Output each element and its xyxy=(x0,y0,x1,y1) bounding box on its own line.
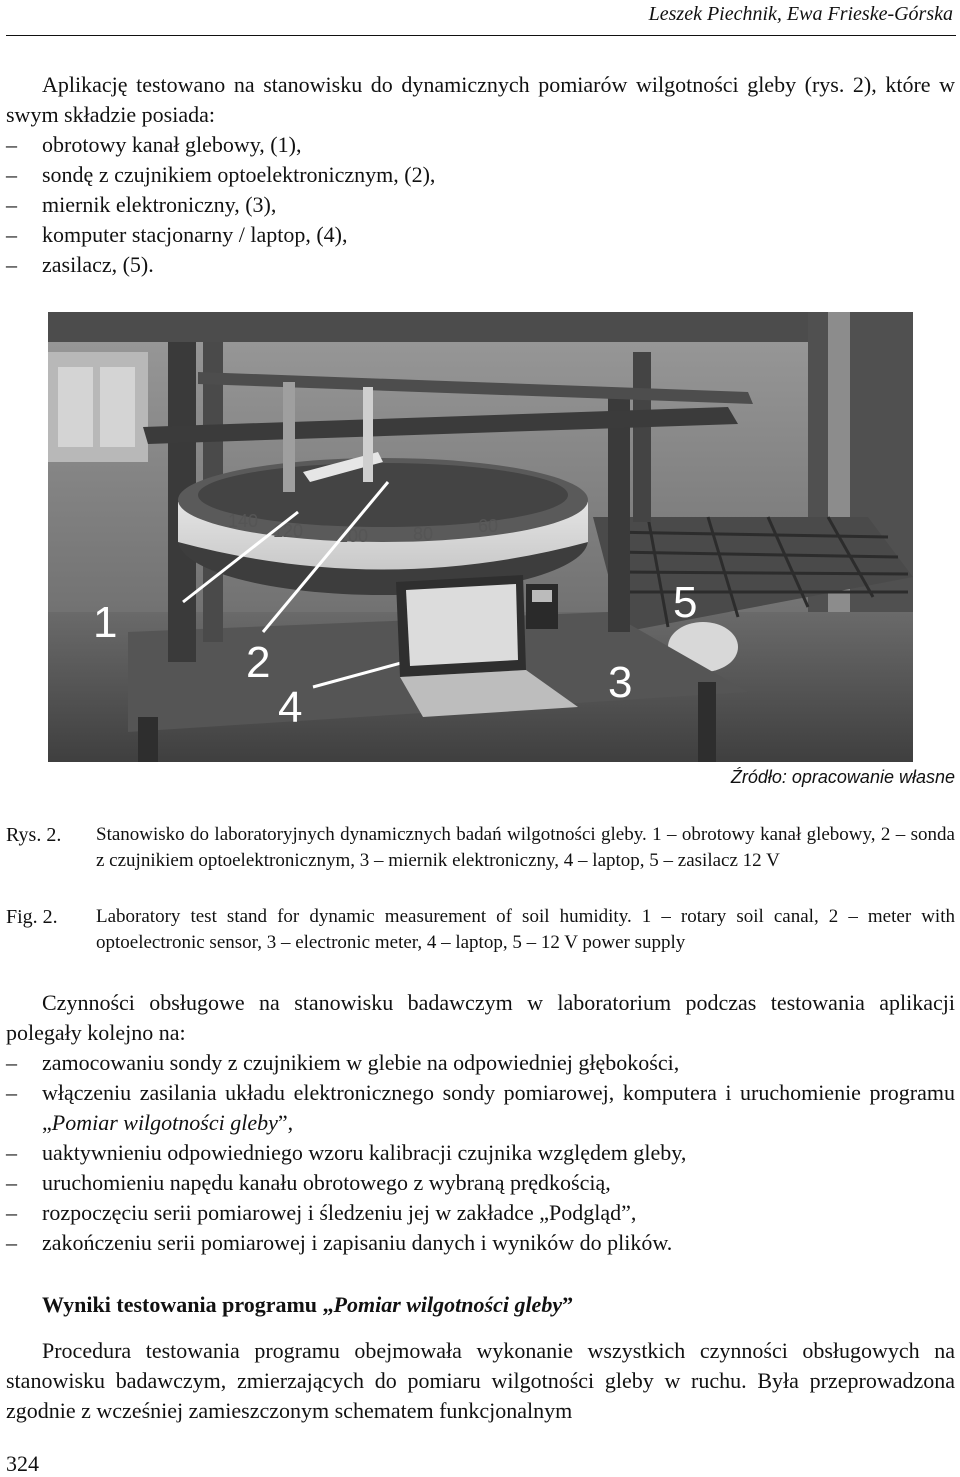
list-item: – uruchomieniu napędu kanału obrotowego z wybraną prędkością, xyxy=(6,1170,611,1195)
procedure-paragraph xyxy=(6,988,955,1048)
caption-text-en: Laboratory test stand for dynamic measurement of soil humidity. 1 – rotary soil canal, 2 – meter with optoelectronic sensor, 3 – electronic meter, 4 – laptop, 5 – 12 V power supply xyxy=(96,906,955,953)
list-item: – włączeniu zasilania układu elektronicznego sondy pomiarowej, komputera i uruchomienie programu „Pomiar wilgotności gleby”, xyxy=(6,1080,955,1135)
procedure-paragraph-text: Czynności obsługowe na stanowisku badawczym w laboratorium podczas testowania aplikacji polegały kolejno na: xyxy=(6,990,955,1045)
list-item-text: zamocowaniu sondy z czujnikiem w glebie na odpowiedniej głębokości, xyxy=(42,1050,680,1075)
list-item: – zakończeniu serii pomiarowej i zapisaniu danych i wyników do plików. xyxy=(6,1230,673,1255)
section-heading: Wyniki testowania programu „Pomiar wilgotności gleby” xyxy=(42,1292,574,1317)
component-list xyxy=(6,130,955,280)
procedure-list xyxy=(6,1048,955,1258)
list-item-text: miernik elektroniczny, (3), xyxy=(42,192,277,217)
callout-5: 5 xyxy=(673,578,698,627)
caption-english xyxy=(6,904,955,958)
intro-paragraph xyxy=(6,70,955,130)
list-item-text: zakończeniu serii pomiarowej i zapisaniu danych i wyników do plików. xyxy=(42,1230,673,1255)
page-number: 324 xyxy=(6,1451,39,1476)
list-item: – miernik elektroniczny, (3), xyxy=(6,192,277,217)
list-item: – komputer stacjonarny / laptop, (4), xyxy=(6,222,348,247)
scale-label: 60 xyxy=(478,516,499,536)
figure-photo xyxy=(48,312,913,762)
caption-polish xyxy=(6,822,955,900)
list-item-text: zasilacz, (5). xyxy=(42,252,154,277)
callout-1: 1 xyxy=(93,598,118,647)
callout-4: 4 xyxy=(278,683,303,732)
list-item-text: uaktywnieniu odpowiedniego wzoru kalibracji czujnika względem gleby, xyxy=(42,1140,687,1165)
running-header xyxy=(0,0,956,36)
list-item-text: uruchomieniu napędu kanału obrotowego z wybraną prędkością, xyxy=(42,1170,611,1195)
caption-label-en: Fig. 2. xyxy=(6,906,58,928)
list-item: – zamocowaniu sondy z czujnikiem w glebie na odpowiedniej głębokości, xyxy=(6,1050,680,1075)
list-item: – rozpoczęciu serii pomiarowej i śledzeniu jej w zakładce „Podgląd”, xyxy=(6,1200,637,1225)
list-item: – obrotowy kanał glebowy, (1), xyxy=(6,132,302,157)
header-rule xyxy=(6,35,956,36)
figure-source: Źródło: opracowanie własne xyxy=(730,767,955,787)
callout-3: 3 xyxy=(608,658,633,707)
scale-label: 100 xyxy=(338,526,369,546)
list-item-text: rozpoczęciu serii pomiarowej i śledzeniu jej w zakładce „Podgląd”, xyxy=(42,1200,637,1225)
caption-label-pl: Rys. 2. xyxy=(6,824,62,846)
list-item-text: komputer stacjonarny / laptop, (4), xyxy=(42,222,348,247)
intro-paragraph-text: Aplikację testowano na stanowisku do dynamicznych pomiarów wilgotności gleby (rys. 2), które w swym składzie posiada: xyxy=(6,72,955,127)
caption-text-pl: Stanowisko do laboratoryjnych dynamicznych badań wilgotności gleby. 1 – obrotowy kanał glebowy, 2 – sonda z czujnikiem optoelektronicznym, 3 – miernik elektroniczny, 4 – laptop, 5 – zasilacz 12 V xyxy=(96,824,955,871)
scale-label: 120 xyxy=(273,521,304,541)
scale-label: 80 xyxy=(413,524,434,544)
scale-label: 140 xyxy=(228,511,259,531)
results-paragraph xyxy=(6,1336,955,1426)
program-title: Pomiar wilgotności gleby xyxy=(51,1110,278,1135)
results-paragraph-text: Procedura testowania programu obejmowała wykonanie wszystkich czynności obsługowych na stanowisku badawczym, zmierzających do pomiaru wilgotności gleby w ruchu. Była przeprowadzona zgodnie z wcześniej zamieszczonym schematem funkcjonalnym xyxy=(6,1338,955,1423)
callout-2: 2 xyxy=(246,638,271,687)
list-item: – sondę z czujnikiem optoelektronicznym, (2), xyxy=(6,162,436,187)
heading-program-title: Pomiar wilgotności gleby xyxy=(333,1292,563,1317)
list-item-text: włączeniu zasilania układu elektronicznego sondy pomiarowej, komputera i uruchomienie programu „ xyxy=(42,1080,955,1135)
list-item-text: sondę z czujnikiem optoelektronicznym, (2), xyxy=(42,162,436,187)
list-item-text: ”, xyxy=(277,1110,294,1135)
list-item: – uaktywnieniu odpowiedniego wzoru kalibracji czujnika względem gleby, xyxy=(6,1140,687,1165)
list-item: – zasilacz, (5). xyxy=(6,252,154,277)
list-item-text: obrotowy kanał glebowy, (1), xyxy=(42,132,302,157)
test-stand-photo xyxy=(48,312,913,762)
header-authors: Leszek Piechnik, Ewa Frieske-Górska xyxy=(648,3,953,25)
